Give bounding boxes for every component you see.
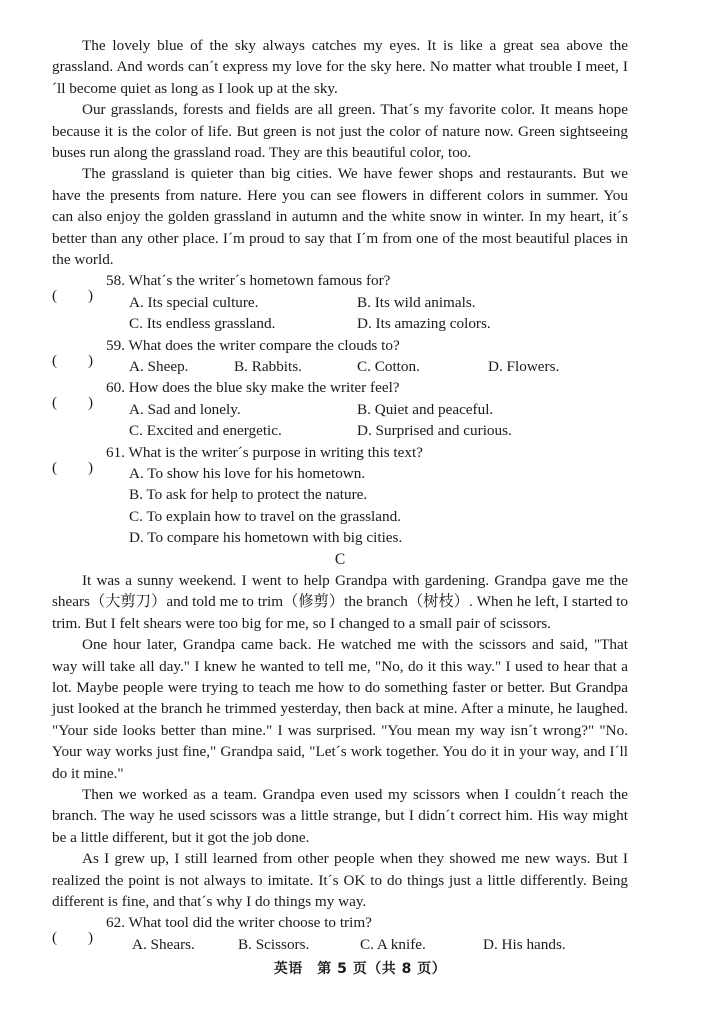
- passage-c-paragraph-4: As I grew up, I still learned from other people when they showed me new ways. But I realized the point is not always to imitate. It´s OK to do things just a little differently. Being different is fine, and that´s why I do things my way.: [52, 850, 628, 911]
- question-58: ( ) 58. What´s the writer´s hometown famous for? A. Its special culture. B. Its wild animals. C. Its endless grassland. D. Its amazing colors.: [52, 270, 628, 334]
- option-b: B. Rabbits.: [234, 358, 302, 376]
- option-c: C. To explain how to travel on the grassland.: [129, 507, 401, 525]
- passage-c-paragraph-2: One hour later, Grandpa came back. He watched me with the scissors and said, "That way will take all day." I knew he wanted to tell me, "No, do it this way." I used to hear that a lot. Maybe people were trying to teach me how to do something faster or better. But Grandpa just looked at the branch he trimmed yesterday, then back at mine. After a minute, he laughed. "Your side looks better than mine." I was surprised. "You mean my way isn´t wrong?" "No. Your way works just fine," Grandpa said, "Let´s work together. You do it in your way, and I´ll do it mine.": [52, 636, 628, 782]
- question-stem: How does the blue sky make the writer feel?: [128, 379, 400, 397]
- option-a: A. Shears.: [132, 935, 195, 953]
- option-a: A. Sad and lonely.: [129, 400, 241, 418]
- option-b: B. Scissors.: [238, 935, 310, 953]
- question-59: ( ) 59. What does the writer compare the clouds to? A. Sheep. B. Rabbits. C. Cotton. D. Flowers.: [52, 335, 628, 378]
- question-number: 60.: [106, 379, 125, 397]
- exam-page: [52, 35, 628, 955]
- passage-b-paragraph-1: The lovely blue of the sky always catches my eyes. It is like a great sea above the grassland. And words can´t express my love for the sky here. No matter what trouble I meet, I´ll become quiet as long as I look up at the sky.: [52, 37, 628, 97]
- option-b: B. Quiet and peaceful.: [357, 400, 494, 418]
- passage-c-paragraph-3: Then we worked as a team. Grandpa even used my scissors when I couldn´t reach the branch. The way he used scissors was a little strange, but I didn´t correct him. His way might be a little different, but it got the job done.: [52, 786, 628, 846]
- option-d: D. His hands.: [483, 935, 566, 953]
- option-d: D. Flowers.: [488, 358, 560, 376]
- option-c: C. Excited and energetic.: [129, 422, 282, 440]
- option-d: D. To compare his hometown with big cities.: [129, 529, 403, 547]
- section-heading: C: [334, 550, 346, 568]
- option-c: C. Cotton.: [357, 358, 420, 376]
- passage-c-paragraph-1: It was a sunny weekend. I went to help Grandpa with gardening. Grandpa gave me the shears（大剪刀）and told me to trim（修剪）the branch（树枝）. When he left, I started to trim. But I felt shears were too big for me, so I changed to a small pair of scissors.: [52, 571, 628, 632]
- question-number: 61.: [106, 443, 125, 461]
- question-62: ( ) 62. What tool did the writer choose to trim? A. Shears. B. Scissors. C. A knife. D. His hands.: [52, 912, 628, 955]
- option-c: C. Its endless grassland.: [129, 315, 276, 333]
- option-c: C. A knife.: [360, 935, 426, 953]
- page-footer: 英语 第 5 页（共 8 页）: [273, 961, 447, 977]
- question-61: ( ) 61. What is the writer´s purpose in writing this text? A. To show his love for his hometown. B. To ask for help to protect the nature. C. To explain how to travel on the grassland. D. To compare his hometown with big cities.: [52, 442, 628, 549]
- question-stem: What does the writer compare the clouds to?: [128, 336, 400, 354]
- passage-b-paragraph-2: Our grasslands, forests and fields are all green. That´s my favorite color. It means hope because it is the color of life. But green is not just the color of nature now. Green sightseeing buses run along the grassland road. They are this beautiful color, too.: [52, 101, 628, 162]
- option-b: B. Its wild animals.: [357, 293, 476, 311]
- question-number: 62.: [106, 914, 125, 932]
- option-a: A. To show his love for his hometown.: [129, 464, 366, 482]
- option-a: A. Its special culture.: [129, 293, 259, 311]
- option-a: A. Sheep.: [129, 358, 189, 376]
- passage-b-paragraph-3: The grassland is quieter than big cities. We have fewer shops and restaurants. But we have the presents from nature. Here you can see flowers in different colors in summer. You can also enjoy the golden grassland in autumn and the white snow in winter. In my heart, it´s better than any other place. I´m proud to say that I´m from one of the most beautiful places in the world.: [52, 165, 628, 269]
- option-b: B. To ask for help to protect the nature.: [129, 486, 368, 504]
- question-60: ( ) 60. How does the blue sky make the writer feel? A. Sad and lonely. B. Quiet and peaceful. C. Excited and energetic. D. Surprised and curious.: [52, 377, 628, 441]
- option-d: D. Its amazing colors.: [357, 315, 491, 333]
- question-number: 58.: [106, 272, 125, 290]
- question-stem: What is the writer´s purpose in writing this text?: [128, 443, 423, 461]
- question-number: 59.: [106, 336, 125, 354]
- question-stem: What´s the writer´s hometown famous for?: [128, 272, 391, 290]
- option-d: D. Surprised and curious.: [357, 422, 512, 440]
- question-stem: What tool did the writer choose to trim?: [128, 914, 372, 932]
